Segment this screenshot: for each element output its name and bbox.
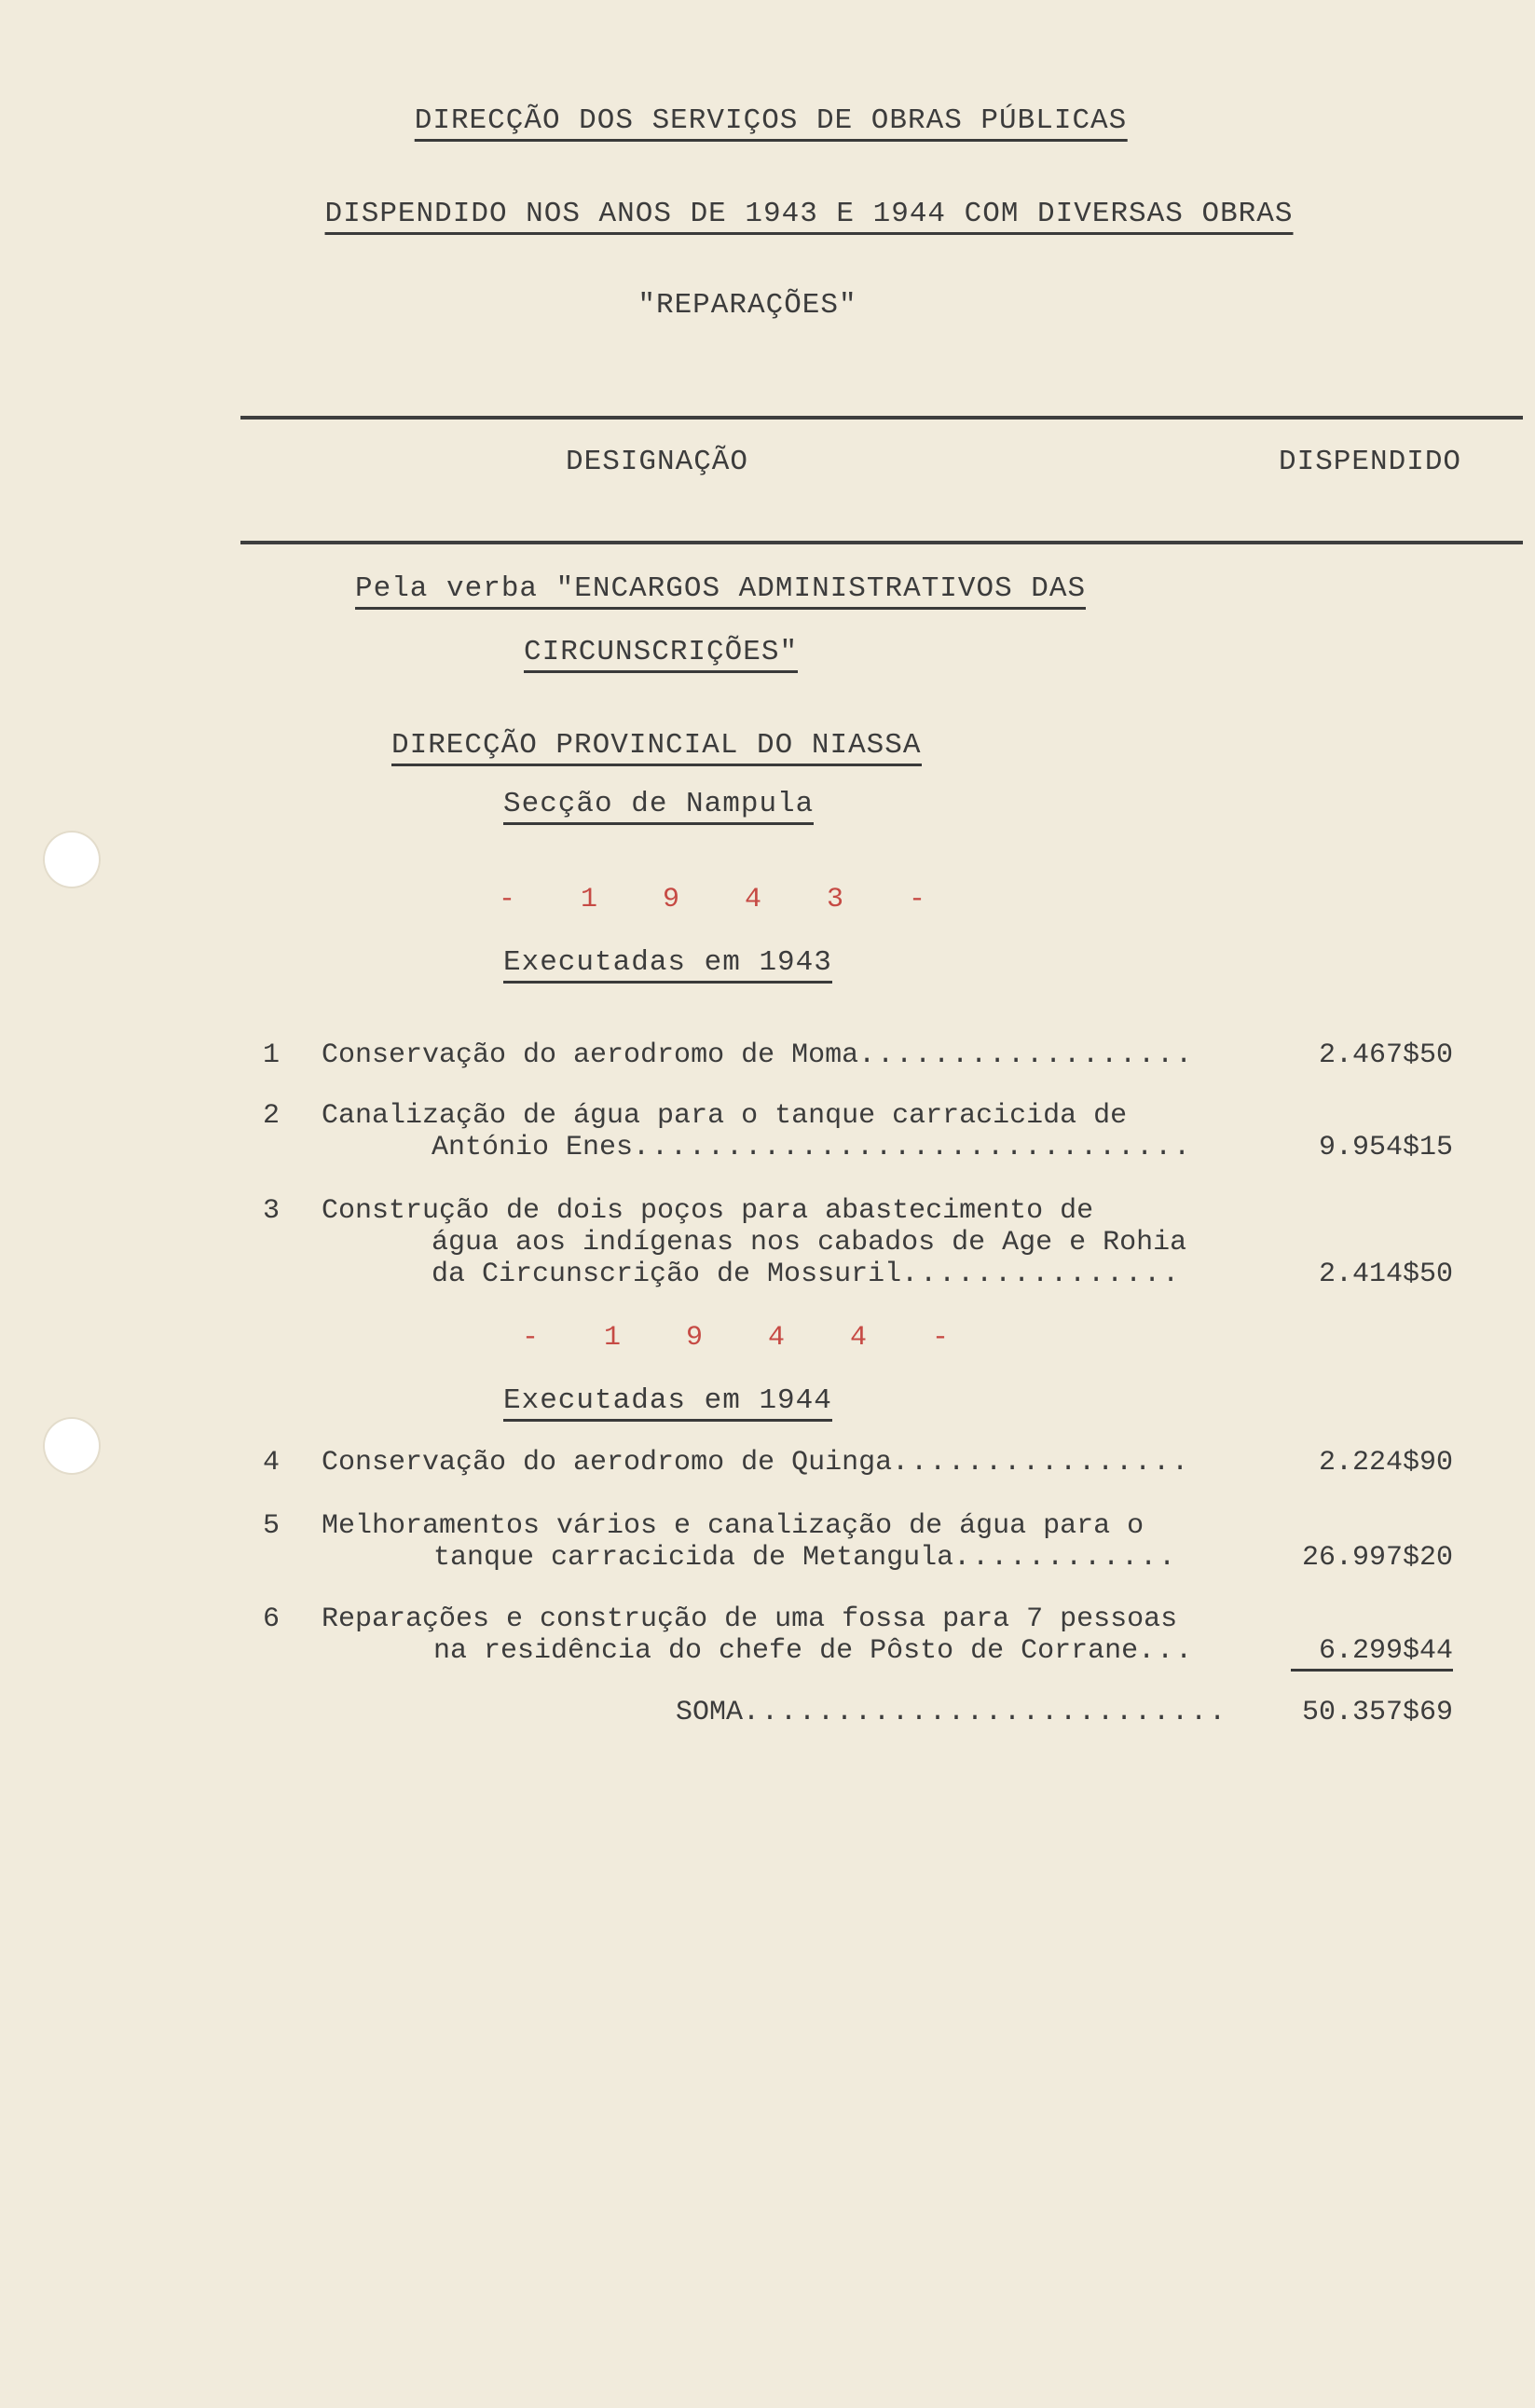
item-2-description: Canalização de água para o tanque carracicida de António Enes.............................. xyxy=(322,1100,1193,1163)
item-5-line-1: Melhoramentos vários e canalização de água para o xyxy=(322,1510,1144,1542)
total-amount: 50.357$69 xyxy=(1301,1697,1453,1728)
total-row: SOMA.......................... xyxy=(676,1697,1228,1728)
year-1943-heading: - 1 9 4 3 - xyxy=(499,884,951,915)
item-6-line-2: na residência do chefe de Pôsto de Corrane xyxy=(433,1635,1139,1667)
column-spent: DISPENDIDO xyxy=(1279,446,1462,478)
item-4-amount: 2.224$90 xyxy=(1318,1447,1453,1479)
year-1943-subtitle: Executadas em 1943 xyxy=(503,946,832,984)
item-1-description: Conservação do aerodromo de Moma.................. xyxy=(322,1039,1195,1071)
punch-hole-top xyxy=(45,832,99,887)
item-3-line-1: Construção de dois poços para abastecimento de xyxy=(322,1195,1094,1227)
item-6-number: 6 xyxy=(263,1603,281,1635)
section-title: Secção de Nampula xyxy=(503,788,814,825)
item-2-amount: 9.954$15 xyxy=(1318,1132,1453,1163)
item-3-number: 3 xyxy=(263,1195,281,1227)
header-repairs: "REPARAÇÕES" xyxy=(637,289,857,322)
rule-bottom xyxy=(240,541,1523,544)
item-1-amount: 2.467$50 xyxy=(1318,1039,1453,1071)
total-label: SOMA xyxy=(676,1697,744,1728)
item-5-number: 5 xyxy=(263,1510,281,1542)
punch-hole-bottom xyxy=(45,1419,99,1473)
item-2-line-2: António Enes xyxy=(432,1132,634,1163)
item-4-number: 4 xyxy=(263,1447,281,1479)
year-1944-heading: - 1 9 4 4 - xyxy=(522,1322,974,1354)
item-6-description: Reparações e construção de uma fossa para 7 pessoas na residência do chefe de Pôsto de Corrane... xyxy=(322,1603,1195,1667)
column-designation: DESIGNAÇÃO xyxy=(565,446,749,478)
item-2-number: 2 xyxy=(263,1100,281,1132)
item-3-line-2: água aos indígenas nos cabados de Age e Rohia xyxy=(432,1227,1187,1259)
item-1-number: 1 xyxy=(263,1039,281,1071)
budget-line-1: Pela verba "ENCARGOS ADMINISTRATIVOS DAS xyxy=(355,572,1086,610)
item-1-line-1: Conservação do aerodromo de Moma xyxy=(322,1039,859,1071)
province-title: DIRECÇÃO PROVINCIAL DO NIASSA xyxy=(391,729,922,766)
item-3-description: Construção de dois poços para abastecimento de água aos indígenas nos cabados de Age e Rohia da Circunscrição de Mossuril............... xyxy=(322,1195,1187,1290)
item-3-line-3: da Circunscrição de Mossuril xyxy=(432,1259,902,1290)
rule-top xyxy=(240,416,1523,420)
item-5-description: Melhoramentos vários e canalização de água para o tanque carracicida de Metangula............ xyxy=(322,1510,1178,1574)
year-1944-subtitle: Executadas em 1944 xyxy=(503,1384,832,1422)
item-5-amount: 26.997$20 xyxy=(1301,1542,1453,1574)
item-6-amount: 6.299$44 xyxy=(1291,1635,1453,1672)
header-expenditure: DISPENDIDO NOS ANOS DE 1943 E 1944 COM DIVERSAS OBRAS xyxy=(325,198,1294,235)
item-2-line-1: Canalização de água para o tanque carracicida de xyxy=(322,1100,1128,1132)
item-3-amount: 2.414$50 xyxy=(1318,1259,1453,1290)
item-6-line-1: Reparações e construção de uma fossa para 7 pessoas xyxy=(322,1603,1178,1635)
header-directorate: DIRECÇÃO DOS SERVIÇOS DE OBRAS PÚBLICAS xyxy=(415,104,1128,142)
item-5-line-2: tanque carracicida de Metangula xyxy=(433,1542,954,1574)
budget-line-2: CIRCUNSCRIÇÕES" xyxy=(524,636,798,673)
item-4-line-1: Conservação do aerodromo de Quinga xyxy=(322,1447,893,1479)
item-4-description: Conservação do aerodromo de Quinga................ xyxy=(322,1447,1191,1479)
